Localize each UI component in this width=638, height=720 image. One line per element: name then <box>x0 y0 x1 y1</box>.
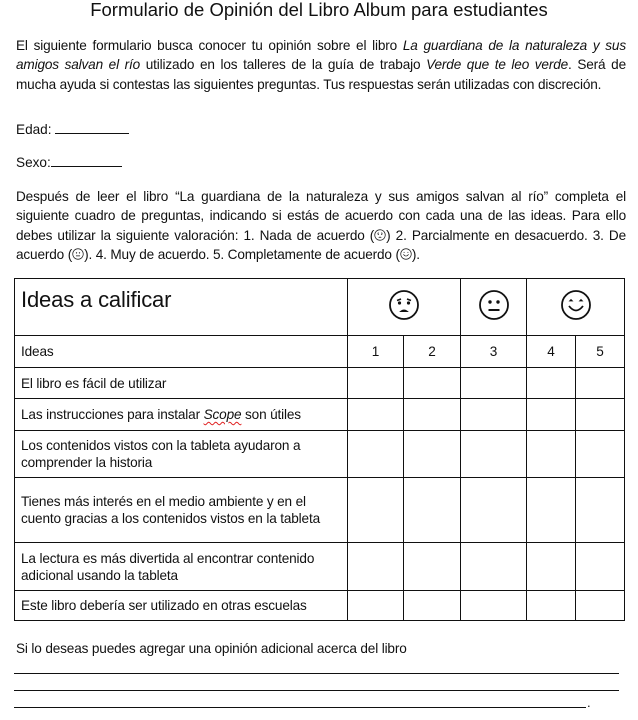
scale-5: 5 <box>576 336 625 368</box>
rating-cell-5[interactable] <box>576 431 625 478</box>
rating-cell-1[interactable] <box>348 591 404 621</box>
scale-4: 4 <box>527 336 576 368</box>
table-row <box>15 368 625 399</box>
scope-word: Scope <box>203 407 242 422</box>
idea-text <box>15 399 348 431</box>
idea-text-after: son útiles <box>241 407 301 422</box>
rating-cell-4[interactable] <box>527 543 576 591</box>
rating-cell-4[interactable] <box>527 399 576 431</box>
sad-face-header <box>348 279 461 336</box>
table-row <box>15 478 625 543</box>
rating-cell-1[interactable] <box>348 368 404 399</box>
happy-face-header <box>527 279 625 336</box>
rating-cell-1[interactable] <box>348 399 404 431</box>
happy-face-icon <box>560 289 592 321</box>
rating-cell-5[interactable] <box>576 543 625 591</box>
neutral-face-icon <box>72 248 84 260</box>
sad-face-icon <box>388 289 420 321</box>
instructions-text-4: ). <box>411 246 420 262</box>
rating-cell-3[interactable] <box>461 368 527 399</box>
comment-line-3[interactable] <box>14 707 586 708</box>
intro-text-2: utilizado en los talleres de la guía de trabajo <box>140 57 427 73</box>
idea-text: Este libro debería ser utilizado en otras escuelas <box>15 591 348 621</box>
rating-cell-2[interactable] <box>404 543 461 591</box>
comment-line-1[interactable] <box>14 673 619 674</box>
age-input[interactable] <box>55 120 129 134</box>
intro-paragraph <box>16 36 626 94</box>
rating-cell-3[interactable] <box>461 399 527 431</box>
sex-input[interactable] <box>51 153 122 167</box>
ideas-label: Ideas <box>15 336 348 368</box>
table-header-row <box>15 279 625 336</box>
idea-text-before: Las instrucciones para instalar <box>21 407 204 422</box>
rating-cell-5[interactable] <box>576 478 625 543</box>
instructions-text-2: ) 2. Parcialmente en desacuerdo. 3. De acuerdo ( <box>16 227 626 262</box>
rating-cell-5[interactable] <box>576 399 625 431</box>
comment-line-2[interactable] <box>14 690 619 691</box>
rating-cell-3[interactable] <box>461 431 527 478</box>
idea-text: La lectura es más divertida al encontrar contenido adicional usando la tableta <box>15 543 348 591</box>
rating-cell-4[interactable] <box>527 591 576 621</box>
document-title: Formulario de Opinión del Libro Album para estudiantes <box>90 0 548 20</box>
sex-field <box>16 153 122 172</box>
scale-3: 3 <box>461 336 527 368</box>
rating-cell-4[interactable] <box>527 431 576 478</box>
table-row <box>15 399 625 431</box>
age-field <box>16 120 129 139</box>
rating-cell-2[interactable] <box>404 478 461 543</box>
table-row <box>15 543 625 591</box>
age-label: Edad: <box>16 122 56 137</box>
rating-table <box>14 278 625 621</box>
instructions-paragraph <box>16 187 626 264</box>
table-row <box>15 431 625 478</box>
rating-cell-5[interactable] <box>576 591 625 621</box>
closing-prompt: Si lo deseas puedes agregar una opinión adicional acerca del libro <box>16 641 407 656</box>
rating-cell-3[interactable] <box>461 478 527 543</box>
neutral-face-icon <box>478 289 510 321</box>
book-title: La guardiana de la naturaleza y sus amigos salvan el río <box>16 38 626 73</box>
rating-cell-4[interactable] <box>527 368 576 399</box>
scale-2: 2 <box>404 336 461 368</box>
rating-cell-1[interactable] <box>348 543 404 591</box>
idea-text: Los contenidos vistos con la tableta ayudaron a comprender la historia <box>15 431 348 478</box>
rating-cell-1[interactable] <box>348 431 404 478</box>
rating-cell-2[interactable] <box>404 399 461 431</box>
table-title: Ideas a calificar <box>15 279 348 336</box>
scale-header-row <box>15 336 625 368</box>
sad-face-icon <box>374 229 386 241</box>
guide-title: Verde que te leo verde <box>426 57 569 73</box>
rating-cell-2[interactable] <box>404 368 461 399</box>
intro-text-1: El siguiente formulario busca conocer tu opinión sobre el libro <box>16 38 403 53</box>
intro-text-3: . Será de mucha ayuda si contestas las siguientes preguntas. Tus respuestas serán utilizadas con discreción. <box>16 57 626 92</box>
instructions-text-1: Después de leer el libro “La guardiana de la naturaleza y sus amigos salvan al río” completa el siguiente cuadro de preguntas, indicando si estás de acuerdo con cada una de las ideas. Para ello debes utilizar la siguiente valoración: 1. Nada de acuerdo ( <box>16 189 626 243</box>
table-row <box>15 591 625 621</box>
rating-cell-3[interactable] <box>461 543 527 591</box>
idea-text: Tienes más interés en el medio ambiente y en el cuento gracias a los contenidos vistos en la tableta <box>15 478 348 543</box>
instructions-text-3: ). 4. Muy de acuerdo. 5. Completamente de acuerdo ( <box>84 246 400 262</box>
sex-label: Sexo: <box>16 155 51 170</box>
neutral-face-header <box>461 279 527 336</box>
rating-cell-2[interactable] <box>404 431 461 478</box>
rating-cell-5[interactable] <box>576 368 625 399</box>
scale-1: 1 <box>348 336 404 368</box>
rating-cell-4[interactable] <box>527 478 576 543</box>
end-mark: . <box>587 695 591 710</box>
rating-cell-3[interactable] <box>461 591 527 621</box>
rating-cell-2[interactable] <box>404 591 461 621</box>
rating-cell-1[interactable] <box>348 478 404 543</box>
idea-text: El libro es fácil de utilizar <box>15 368 348 399</box>
happy-face-icon <box>400 248 412 260</box>
